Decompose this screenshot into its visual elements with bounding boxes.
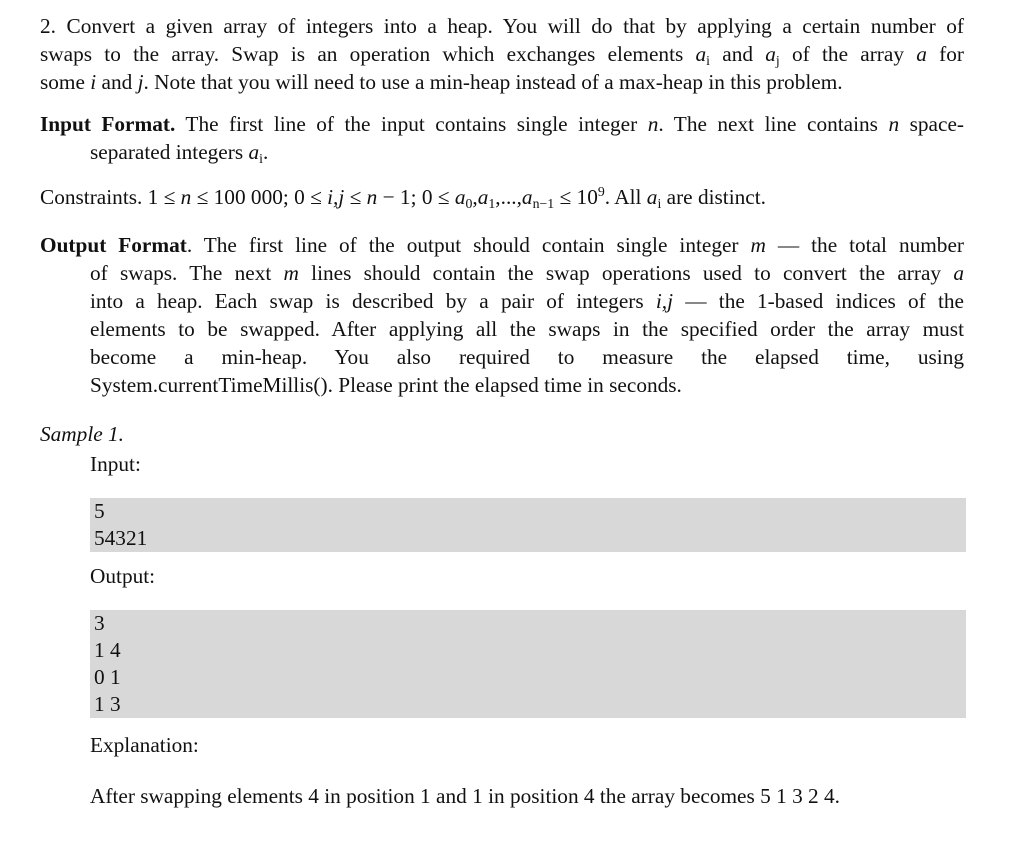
output-format-line-2 [90, 259, 964, 287]
explanation-label: Explanation: [90, 733, 199, 757]
c-var-a0: a [454, 185, 466, 209]
statement-text-1: Convert a given array of integers into a heap. You will do that by applying a certain number of [66, 14, 965, 38]
c-sub-i: i [657, 196, 662, 211]
sub-j: j [775, 53, 780, 68]
sample-output-box [90, 610, 966, 718]
output-format-text-3a: into a heap. Each swap is described by a pair of integers [90, 289, 656, 313]
output-format-line-4: elements to be swapped. After applying all the swaps in the specified order the array must [90, 317, 964, 341]
statement-text-3and: and [96, 70, 138, 94]
sub-i: i [706, 53, 711, 68]
sample-input-line: 5 [94, 499, 105, 523]
c-text-5: . All [604, 185, 647, 209]
var-n: n [647, 112, 659, 136]
c-sub-1: 1 [488, 196, 496, 211]
input-format-text-2a: separated integers [90, 140, 249, 164]
output-format-text-3b: — the 1-based indices of the [673, 289, 965, 313]
constraints-section [40, 183, 964, 211]
constraints-line [40, 183, 964, 211]
var-a-output: a [953, 261, 964, 285]
sample-output-line: 3 [94, 611, 105, 635]
statement-text-3a: some [40, 70, 91, 94]
statement-text-2c: for [926, 42, 964, 66]
input-format-heading: Input Format. [40, 112, 176, 136]
sub-i-input: i [259, 151, 263, 166]
statement-line-3 [40, 68, 964, 96]
input-format-text-1a: The first line of the input contains single integer [175, 112, 648, 136]
var-m-2: m [283, 261, 299, 285]
input-format-text-1b: . The next line contains [658, 112, 889, 136]
statement-line-1 [40, 12, 964, 40]
problem-number: 2. [40, 14, 56, 38]
c-var-a1: a [477, 185, 489, 209]
var-ai-input: a [248, 140, 260, 164]
output-format-line-1 [40, 231, 964, 259]
sample-input-line: 54321 [94, 526, 148, 550]
problem-statement [40, 12, 964, 96]
var-a: a [916, 42, 927, 66]
var-aj: a [765, 42, 776, 66]
output-format-section [40, 231, 964, 399]
c-var-an: a [521, 185, 533, 209]
output-format-body [40, 259, 964, 399]
input-format-line-1 [40, 110, 964, 138]
statement-text-2a: swaps to the array. Swap is an operation which exchanges elements [40, 42, 696, 66]
input-format-section [40, 110, 964, 166]
sample-output-label: Output: [90, 564, 156, 588]
var-ij-output: i,j [655, 289, 674, 313]
c-sub-n1: n−1 [532, 196, 555, 211]
statement-text-3b: . Note that you will need to use a min-heap instead of a max-heap in this problem. [143, 70, 843, 94]
c-var-ai: a [646, 185, 658, 209]
output-format-line-3 [90, 287, 964, 315]
statement-text-2and: and [710, 42, 766, 66]
c-text-6: are distinct. [661, 185, 766, 209]
var-n-2: n [888, 112, 900, 136]
var-j: j [137, 70, 144, 94]
output-format-text-2b: lines should contain the swap operations used to convert the array [298, 261, 954, 285]
c-comma: , [472, 185, 478, 209]
output-format-text-2a: of swaps. The next [90, 261, 284, 285]
sample-output-line: 1 4 [94, 638, 121, 662]
input-format-text-2b: . [262, 140, 269, 164]
explanation-text: After swapping elements 4 in position 1 and 1 in position 4 the array becomes 5 1 3 2 4. [90, 784, 840, 808]
c-var-n2: n [366, 185, 378, 209]
input-format-line-2 [40, 138, 964, 166]
sample-output-line: 0 1 [94, 665, 121, 689]
constraints-label: Constraints. 1 ≤ [40, 185, 181, 209]
output-format-line-5: become a min-heap. You also required to measure the elapsed time, using [90, 345, 964, 369]
c-sub-0: 0 [465, 196, 473, 211]
var-i: i [90, 70, 97, 94]
c-exponent: 9 [597, 184, 605, 199]
sample-title: Sample 1. [40, 422, 124, 446]
statement-line-2 [40, 40, 964, 68]
statement-text-2b: of the array [779, 42, 917, 66]
var-m: m [750, 233, 766, 257]
c-text-2: ≤ [344, 185, 367, 209]
c-var-n1: n [180, 185, 192, 209]
sample-input-label: Input: [90, 452, 141, 476]
output-format-line-6: System.currentTimeMillis(). Please print the elapsed time in seconds. [90, 373, 682, 397]
sample-output-line: 1 3 [94, 692, 121, 716]
var-ai: a [695, 42, 707, 66]
sample-input-box [90, 498, 966, 552]
input-format-text-1c: space- [899, 112, 965, 136]
c-text-3: − 1; 0 ≤ [377, 185, 455, 209]
c-dots: ,..., [495, 185, 522, 209]
c-var-ij: i,j [327, 185, 345, 209]
c-text-4: ≤ 10 [554, 185, 598, 209]
c-text-1: ≤ 100 000; 0 ≤ [191, 185, 328, 209]
output-format-heading: Output Format [40, 233, 187, 257]
output-format-text-1a: . The first line of the output should contain single integer [186, 233, 751, 257]
output-format-text-1b: — the total number [765, 233, 964, 257]
